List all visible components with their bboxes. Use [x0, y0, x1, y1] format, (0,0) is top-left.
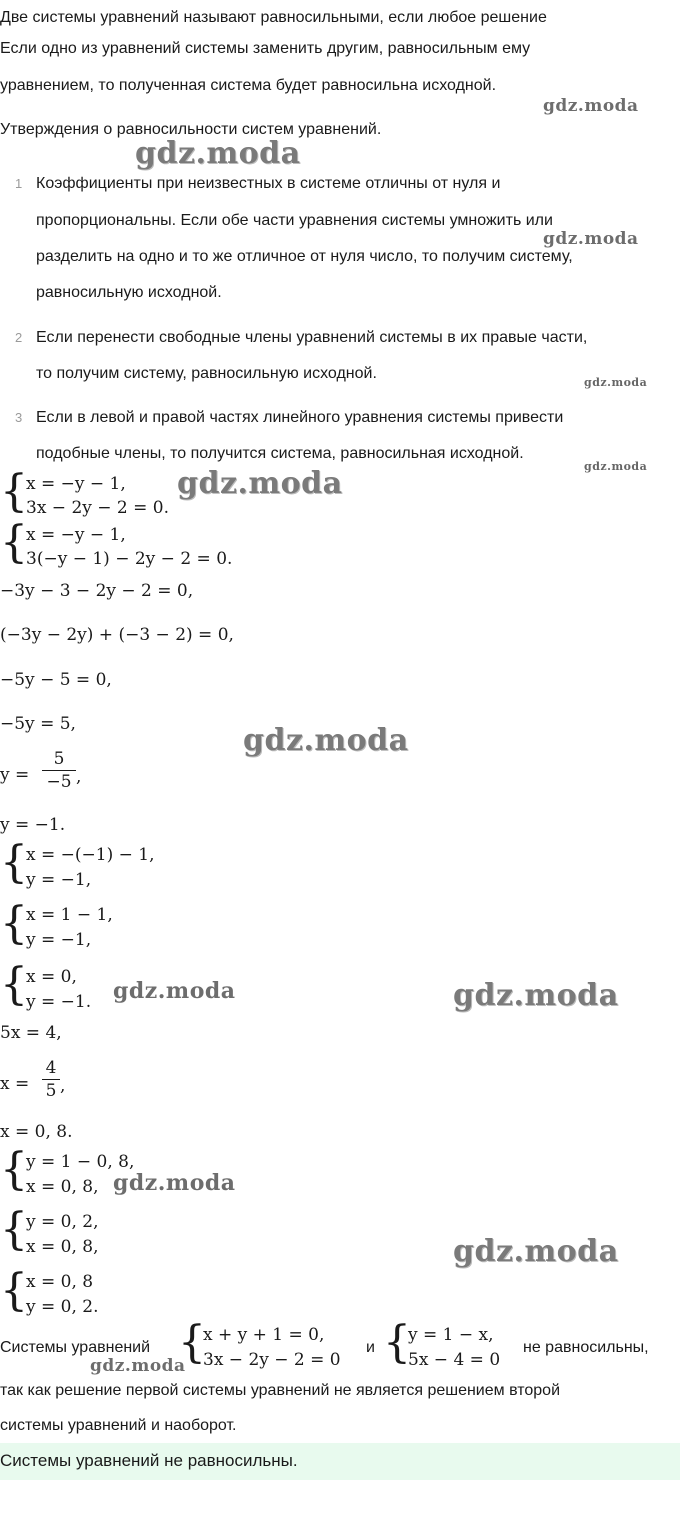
statement-line: разделить на одно и то же отличное от нуля число, то получим систему,: [36, 248, 573, 265]
fraction: [42, 748, 76, 793]
equation: y = −1.: [0, 815, 66, 835]
left-brace: {: [0, 959, 28, 1010]
equation: (−3y − 2y) + (−3 − 2) = 0,: [0, 625, 234, 645]
equation: x = 0, 8,: [26, 1237, 99, 1257]
watermark-logo: gdz.moda: [453, 1234, 619, 1269]
intro-line-4: Утверждения о равносильности систем уравнений.: [0, 121, 382, 138]
intro-line-2: Если одно из уравнений системы заменить другим, равносильным ему: [0, 40, 531, 57]
intro-line-1: Две системы уравнений называют равносильными, если любое решение: [0, 9, 547, 26]
statement-number: 3: [15, 410, 23, 425]
watermark-logo: gdz.moda: [584, 376, 648, 389]
left-brace: {: [383, 1317, 411, 1368]
equation-tail: ,: [60, 1076, 66, 1096]
watermark-logo: gdz.moda: [584, 460, 648, 473]
statement-number: 1: [15, 176, 23, 191]
statement-line: Коэффициенты при неизвестных в системе отличны от нуля и: [36, 175, 501, 192]
equation: x = −y − 1,: [26, 474, 126, 494]
equation: x = 1 − 1,: [26, 905, 113, 925]
denominator: 5: [45, 1081, 57, 1101]
watermark-logo: gdz.moda: [243, 723, 409, 758]
equation: y = −1.: [26, 992, 92, 1012]
left-brace: {: [0, 898, 28, 949]
watermark-logo: gdz.moda: [90, 1356, 186, 1376]
watermark-logo: gdz.moda: [113, 978, 236, 1004]
equation: 3x − 2y − 2 = 0: [203, 1350, 341, 1370]
equation: 5x − 4 = 0: [408, 1350, 501, 1370]
left-brace: {: [0, 517, 28, 568]
equation: x = −(−1) − 1,: [26, 845, 155, 865]
conclusion-suffix: не равносильны,: [523, 1339, 649, 1356]
left-brace: {: [0, 1265, 28, 1316]
conclusion-line-2: так как решение первой системы уравнений не является решением второй: [0, 1382, 561, 1399]
equation: x + y + 1 = 0,: [203, 1325, 325, 1345]
conclusion-line-3: системы уравнений и наоборот.: [0, 1417, 237, 1434]
equation: y = 0, 2,: [26, 1212, 99, 1232]
left-brace: {: [0, 466, 28, 517]
equation: x = 0, 8.: [0, 1122, 73, 1142]
left-brace: {: [0, 837, 28, 888]
statement-line: Если в левой и правой частях линейного уравнения системы привести: [36, 409, 564, 426]
watermark-logo: gdz.moda: [135, 136, 301, 171]
statement-line: то получим систему, равносильную исходной.: [36, 365, 377, 382]
answer-box: [0, 1443, 680, 1480]
equation-tail: ,: [76, 767, 82, 787]
left-brace: {: [178, 1317, 206, 1368]
answer-text: Системы уравнений не равносильны.: [0, 1451, 298, 1470]
watermark-logo: gdz.moda: [113, 1170, 236, 1196]
equation: 5x = 4,: [0, 1023, 62, 1043]
statement-line: Если перенести свободные члены уравнений системы в их правые части,: [36, 329, 588, 346]
equation: −5y − 5 = 0,: [0, 670, 112, 690]
equation: x = 0,: [26, 967, 77, 987]
equation: x = 0, 8,: [26, 1177, 99, 1197]
equation-lhs: y =: [0, 765, 30, 785]
intro-line-3: уравнением, то полученная система будет равносильна исходной.: [0, 77, 497, 94]
numerator: 4: [45, 1058, 57, 1078]
fraction: [42, 1057, 60, 1102]
equation: 3(−y − 1) − 2y − 2 = 0.: [26, 549, 233, 569]
left-brace: {: [0, 1204, 28, 1255]
equation: −3y − 3 − 2y − 2 = 0,: [0, 581, 194, 601]
statement-line: подобные члены, то получится система, равносильная исходной.: [36, 445, 524, 462]
equation: y = 0, 2.: [26, 1297, 99, 1317]
equation: 3x − 2y − 2 = 0.: [26, 498, 170, 518]
denominator: −5: [46, 772, 72, 792]
equation: y = −1,: [26, 870, 92, 890]
watermark-logo: gdz.moda: [453, 978, 619, 1013]
watermark-logo: gdz.moda: [543, 229, 639, 249]
watermark-logo: gdz.moda: [543, 96, 639, 116]
conclusion-and: и: [366, 1339, 375, 1356]
equation-lhs: x =: [0, 1074, 30, 1094]
left-brace: {: [0, 1144, 28, 1195]
statement-line: пропорциональны. Если обе части уравнения системы умножить или: [36, 212, 553, 229]
watermark-logo: gdz.moda: [177, 466, 343, 501]
conclusion-prefix: Системы уравнений: [0, 1339, 151, 1356]
statement-number: 2: [15, 330, 23, 345]
equation: y = 1 − x,: [408, 1325, 494, 1345]
equation: x = 0, 8: [26, 1272, 94, 1292]
equation: x = −y − 1,: [26, 525, 126, 545]
equation: y = −1,: [26, 930, 92, 950]
equation: −5y = 5,: [0, 714, 76, 734]
equation: y = 1 − 0, 8,: [26, 1152, 135, 1172]
statement-line: равносильную исходной.: [36, 284, 222, 301]
numerator: 5: [53, 749, 65, 769]
